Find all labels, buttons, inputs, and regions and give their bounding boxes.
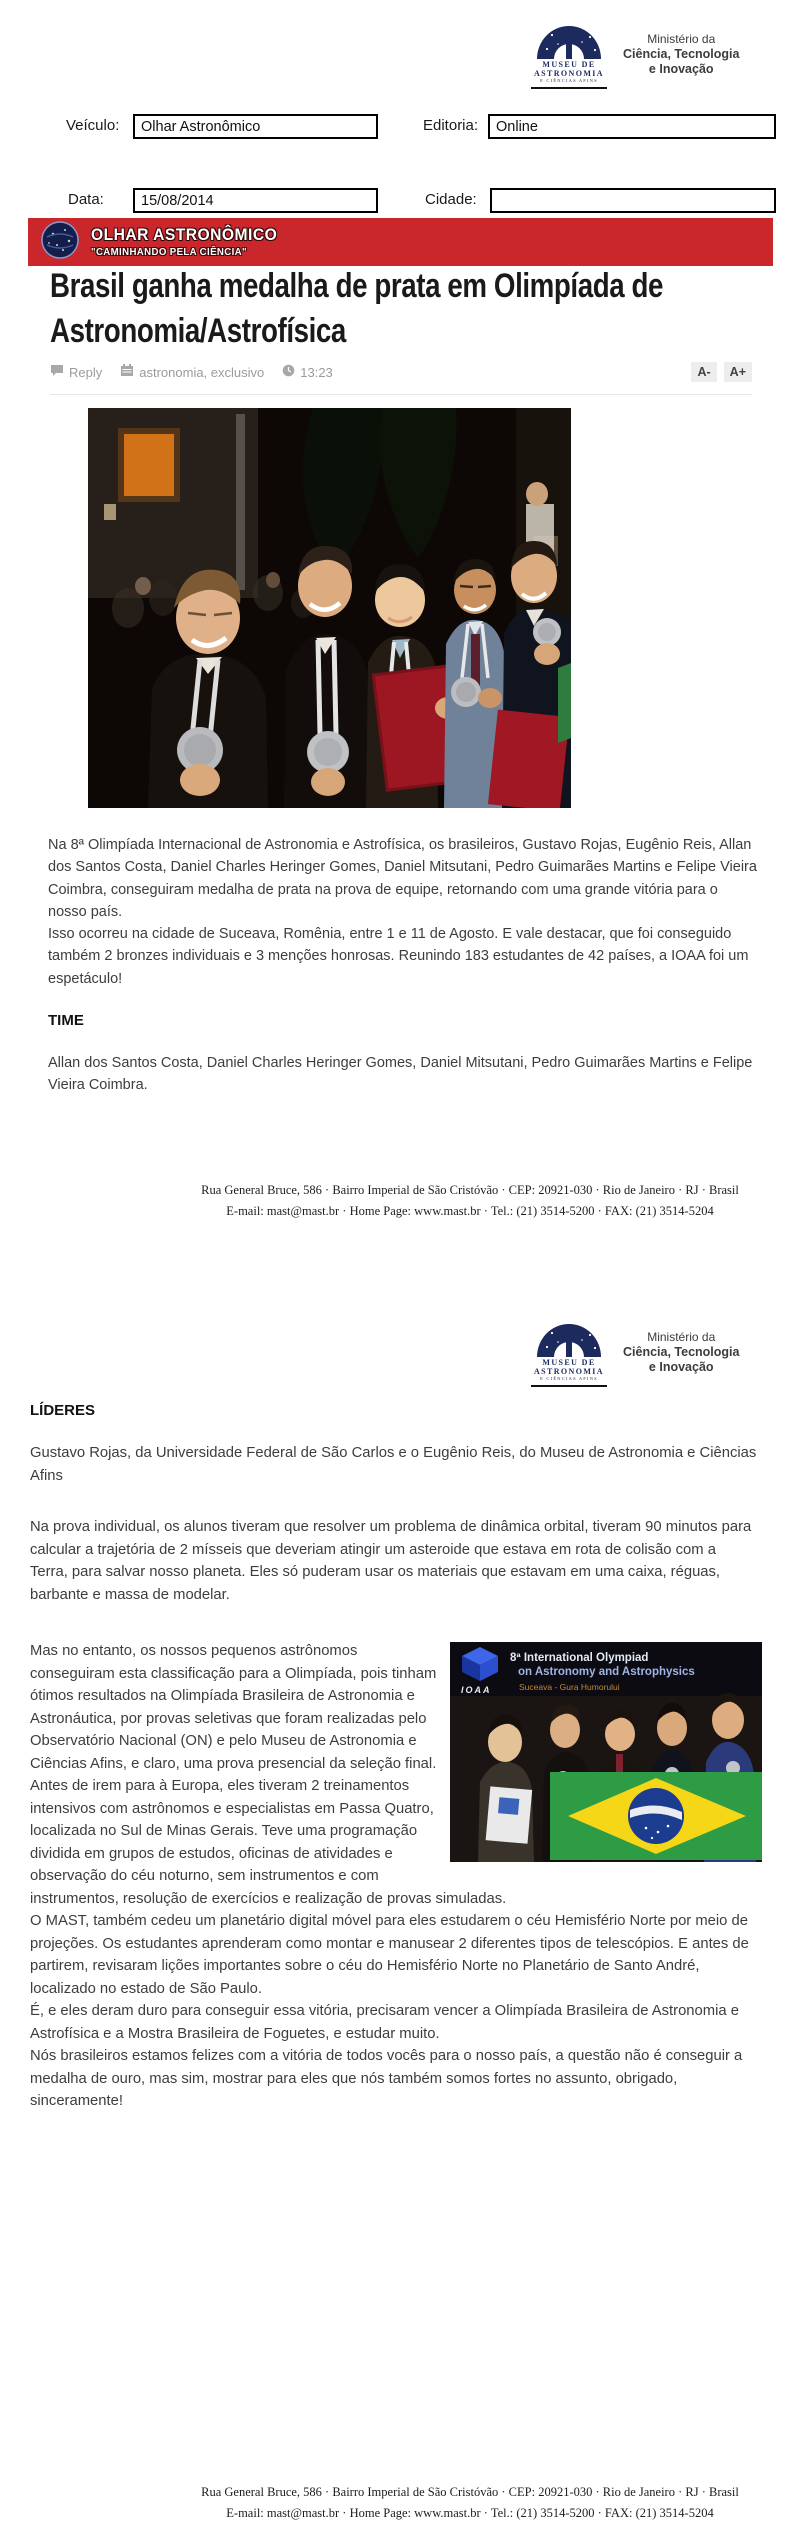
speech-bubble-icon [50, 364, 64, 380]
ioaa-banner-line2: on Astronomy and Astrophysics [518, 1666, 695, 1678]
ioaa-banner-line3: Suceava - Gura Humorului [519, 1682, 620, 1692]
footer-contacts: E-mail: mast@mast.br · Home Page: www.mast.br · Tel.: (21) 3514-5200 · FAX: (21) 3514-5204 [226, 1204, 714, 1218]
footer-contacts: E-mail: mast@mast.br · Home Page: www.mast.br · Tel.: (21) 3514-5200 · FAX: (21) 3514-5204 [226, 2506, 714, 2520]
olhar-globe-icon [41, 221, 79, 264]
tags-link[interactable] [120, 364, 264, 380]
data-input[interactable] [133, 188, 378, 213]
paragraph-individual: Na prova individual, os alunos tiveram que resolver um problema de dinâmica orbital, tiveram 90 minutos para calcular a trajetória de 2 mísseis que deveriam atingir um asteroide que estava em rota de colisão com a Terra, para salvar nosso planeta. Eles só puderam usar os materiais que estavam em uma caixa, réguas, barbante e massa de modelar. [30, 1519, 752, 1603]
calendar-icon [120, 364, 134, 380]
ministry-line2: Ciência, Tecnologia [623, 1345, 740, 1359]
mast-name-line3: E CIÊNCIAS AFINS [540, 1376, 598, 1381]
ministry-wordmark [623, 12, 739, 77]
reply-link[interactable] [50, 364, 102, 380]
site-banner-title: OLHAR ASTRONÔMICO [91, 225, 278, 244]
paragraph-individual-block [30, 1516, 757, 1606]
ministry-line3: e Inovação [648, 62, 714, 76]
leaders-names: Gustavo Rojas, da Universidade Federal de São Carlos e o Eugênio Reis, do Museu de Astronomia e Ciências Afins [30, 1445, 757, 1484]
mast-logo [531, 1310, 607, 1387]
ministry-line1: Ministério da [647, 1330, 716, 1344]
site-banner-tagline: "CAMINHANDO PELA CIÊNCIA" [91, 246, 247, 258]
article-headline: Brasil ganha medalha de prata em Olimpíada de Astronomia/Astrofísica [50, 267, 664, 350]
team-flag-photo [450, 1642, 762, 1862]
team-names: Allan dos Santos Costa, Daniel Charles Heringer Gomes, Daniel Mitsutani, Pedro Guimarães Martins e Felipe Vieira Coimbra. [48, 1055, 753, 1094]
ministry-line2: Ciência, Tecnologia [623, 47, 740, 61]
editoria-label: Editoria: [423, 117, 479, 134]
font-increase-button[interactable]: A+ [724, 362, 752, 382]
cidade-input[interactable] [490, 188, 776, 213]
ministry-wordmark [623, 1310, 739, 1375]
ioaa-banner-line1: 8ª International Olympiad [510, 1652, 649, 1664]
ministry-line1: Ministério da [647, 32, 716, 46]
page2-header [531, 1310, 739, 1387]
publish-time [282, 364, 333, 380]
page1-footer [140, 1180, 800, 1222]
ioaa-logo-text: IOAA [461, 1685, 492, 1695]
paragraph-intro: Na 8ª Olimpíada Internacional de Astronomia e Astrofísica, os brasileiros, Gustavo Rojas, Eugênio Reis, Allan dos Santos Costa, Daniel Charles Heringer Gomes, Daniel Mitsutani, Pedro Guimarães Martins e Felipe Vieira Coimbra, conseguiram medalha de prata na prova de equipe, retornando com uma grande vitória para o nosso país. [48, 837, 757, 920]
mast-arch-icon [531, 12, 607, 60]
paragraph-closing: Nós brasileiros estamos felizes com a vitória de todos vocês para o nosso país, a questão não é conseguir a medalha de ouro, mas sim, mostrar para eles que nós também somos fortes no assunto, obrigado, sinceramente! [30, 2048, 743, 2109]
leaders-names-block [30, 1442, 757, 1487]
article-meta-bar [50, 362, 752, 382]
paragraph-event: Isso ocorreu na cidade de Suceava, Romênia, entre 1 e 11 de Agosto. E vale destacar, que foi conseguido também 2 bronzes individuais e 3 menções honrosas. Reunindo 183 estudantes de 42 países, a IOAA foi um espetáculo! [48, 926, 749, 987]
mast-name-line2: ASTRONOMIA [533, 69, 604, 78]
mast-arch-icon [531, 1310, 607, 1358]
mast-name-line3: E CIÊNCIAS AFINS [540, 78, 598, 83]
content-divider [50, 394, 752, 395]
paragraph-effort: É, e eles deram duro para conseguir essa vitória, precisaram vencer a Olimpíada Brasileira de Astronomia e Astrofísica e a Mostra Brasileira de Foguetes, e estudar muito. [30, 2003, 739, 2042]
article-body-page1 [48, 834, 760, 990]
cidade-label: Cidade: [425, 191, 477, 208]
mast-logo-rule [531, 1385, 607, 1387]
team-heading: TIME [48, 1012, 84, 1029]
reply-label: Reply [69, 364, 103, 380]
data-label: Data: [68, 191, 104, 208]
veiculo-label: Veículo: [66, 117, 120, 134]
mast-name-line1: MUSEU DE [542, 60, 596, 69]
page2-footer [140, 2482, 800, 2524]
article-body-page2 [30, 1640, 762, 2113]
mast-logo-rule [531, 87, 607, 89]
clock-icon [282, 364, 295, 380]
mast-logo [531, 12, 607, 89]
mast-name-line1: MUSEU DE [542, 1358, 596, 1367]
team-medals-photo [88, 408, 571, 808]
paragraph-classification: Mas no entanto, os nossos pequenos astrônomos conseguiram esta classificação para a Olimpíada, pois tinham ótimos resultados na Olimpíada Brasileira de Astronomia e Astronáutica, por provas seletivas que foram realizadas pelo Observatório Nacional (ON) e pelo Museu de Astronomia e Ciências Afins, e claro, uma prova presencial da seleção final. [30, 1643, 437, 1772]
footer-address: Rua General Bruce, 586 · Bairro Imperial de São Cristóvão · CEP: 20921-030 · Rio de Janeiro · RJ · Brasil [201, 2485, 739, 2499]
veiculo-input[interactable] [133, 114, 378, 139]
mast-name-line2: ASTRONOMIA [533, 1367, 604, 1376]
paragraph-mast: O MAST, também cedeu um planetário digital móvel para eles estudarem o céu Hemisfério Norte por meio de projeções. Os estudantes aprenderam como montar e manusear 2 diferentes tipos de telescópios. E antes de partirem, revisaram lições importantes sobre o céu do Hemisfério Norte no Planetário de Santo André, localizado no estado de São Paulo. [30, 1913, 749, 1997]
site-banner [28, 218, 773, 266]
editoria-input[interactable] [488, 114, 776, 139]
page1-header [531, 12, 739, 89]
font-decrease-button[interactable]: A- [691, 362, 716, 382]
paragraph-training: Antes de irem para à Europa, eles tiveram 2 treinamentos intensivos com astrônomos e especialistas em Passa Quatro, localizada no Sul de Minas Gerais. Teve uma programação dividida em grupos de estudos, oficinas de atividades e observação do céu noturno, sem instrumentos e com instrumentos, resolução de exercícios e realização de provas simuladas. [30, 1778, 507, 1907]
tags-label: astronomia, exclusivo [139, 364, 265, 380]
ministry-line3: e Inovação [648, 1360, 714, 1374]
leaders-heading: LÍDERES [30, 1402, 96, 1419]
footer-address: Rua General Bruce, 586 · Bairro Imperial de São Cristóvão · CEP: 20921-030 · Rio de Janeiro · RJ · Brasil [201, 1183, 739, 1197]
publish-time-label: 13:23 [300, 364, 333, 380]
team-names-block [48, 1052, 760, 1097]
